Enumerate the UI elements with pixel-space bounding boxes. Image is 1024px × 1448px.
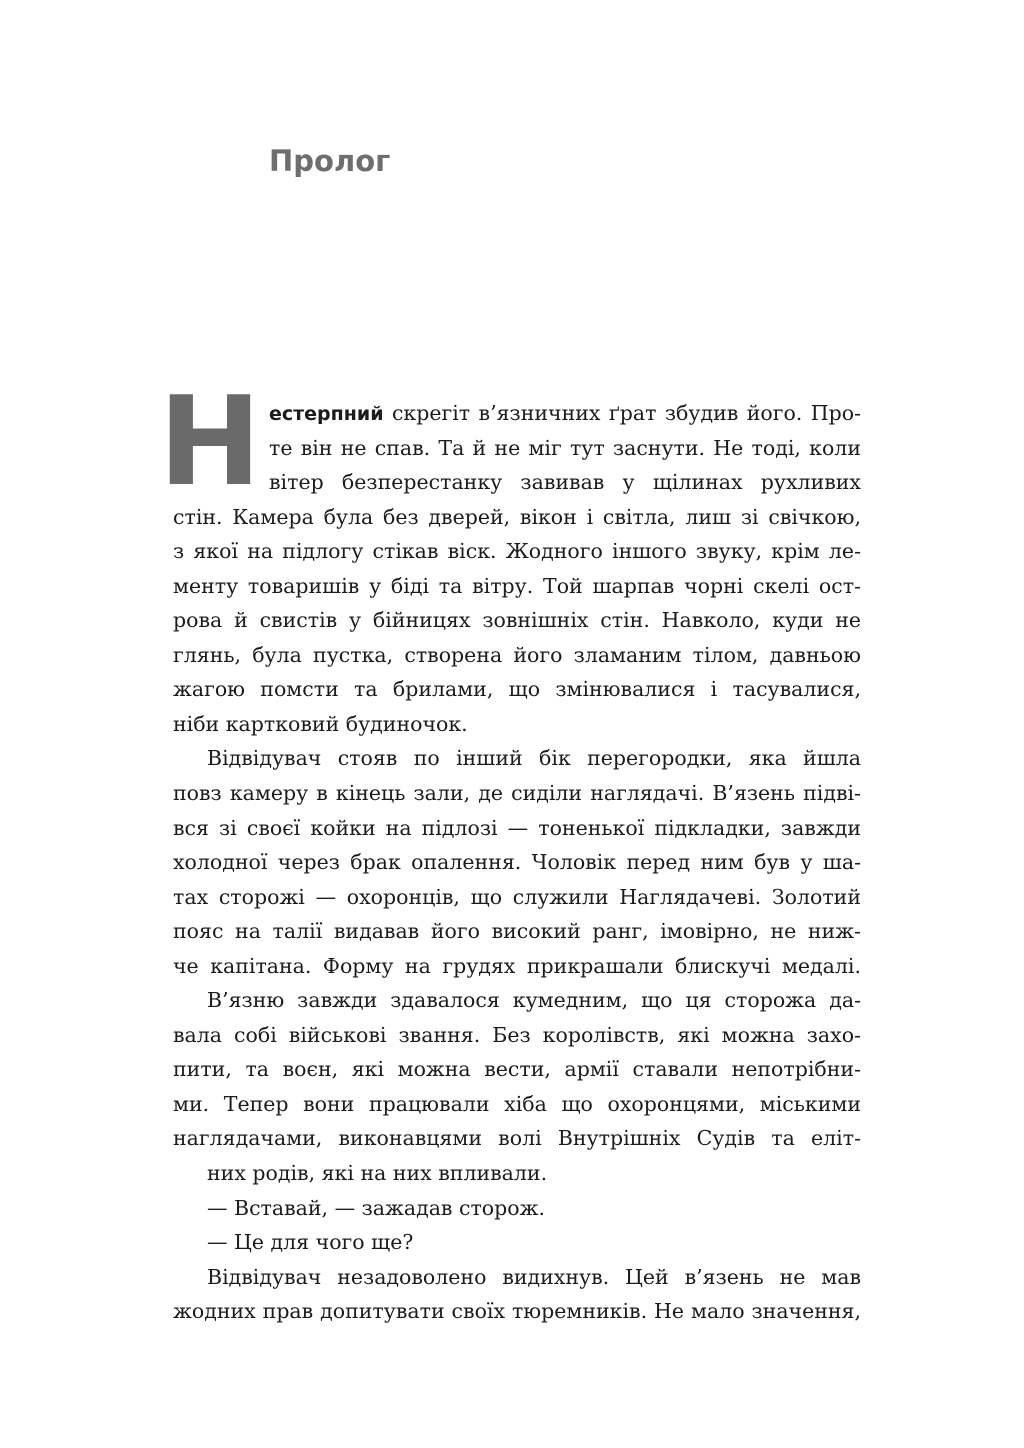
text-line: пити, та воєн, які можна вести, армії ставали непотрібни-: [173, 1057, 861, 1082]
text-line: жагою помсти та брилами, що змінювалися і тасувалися,: [173, 677, 861, 702]
text-line: В’язню завжди здавалося кумедним, що ця сторожа да-: [207, 988, 861, 1013]
text-line: вітер безперестанку завивав у щілинах рухливих: [269, 470, 861, 495]
text-line: ми. Тепер вони працювали хіба що охоронцями, міськими: [173, 1091, 861, 1116]
text-line: стін. Камера була без дверей, вікон і світла, лиш зі свічкою,: [173, 504, 861, 529]
text-line: рова й свистів у бійницях зовнішніх стін. Навколо, куди не: [173, 608, 861, 633]
text-line: глянь, була пустка, створена його зламаним тілом, давньою: [173, 642, 861, 667]
text-line: вся зі своєї койки на підлозі — тоненької підкладки, завжди: [173, 815, 861, 840]
dialogue-line: — Це для чого ще?: [207, 1230, 414, 1255]
text-line: холодної через брак опалення. Чоловік перед ним був у ша-: [173, 850, 861, 875]
drop-cap: Н: [158, 371, 262, 514]
chapter-title: Пролог: [269, 144, 391, 178]
text-line: з якої на підлогу стікав віск. Жодного іншого звуку, крім ле-: [173, 539, 861, 564]
text-line: тах сторожі — охоронців, що служили Наглядачеві. Золотий: [173, 884, 861, 909]
text-line: повз камеру в кінець зали, де сиділи наглядачі. В’язень підві-: [173, 781, 861, 806]
text-line: наглядачами, виконавцями волі Внутрішніх Судів та еліт-: [173, 1126, 861, 1151]
text-line: них родів, які на них впливали.: [207, 1161, 548, 1186]
text-line: че капітана. Форму на грудях прикрашали блискучі медалі.: [173, 953, 861, 978]
text-line: Відвідувач незадоволено видихнув. Цей в’язень не мав: [207, 1264, 861, 1289]
text-line: те він не спав. Та й не міг тут заснути. Не тоді, коли: [269, 435, 861, 460]
text-line: ніби картковий будиночок.: [173, 711, 468, 736]
text-line: Відвідувач стояв по інший бік перегородки, яка йшла: [207, 746, 861, 771]
text-line: вала собі військові звання. Без королівств, які можна захо-: [173, 1022, 861, 1047]
text-line: жодних прав допитувати своїх тюремників. Не мало значення,: [173, 1299, 861, 1324]
body-text: [158, 371, 861, 1329]
text-line: менту товаришів у біді та вітру. Той шарпав чорні скелі ост-: [173, 573, 861, 598]
lead-word: естерпний: [269, 403, 384, 425]
text-line: пояс на талії видавав його високий ранг, імовірно, не ниж-: [173, 919, 861, 944]
text-line: естерпний скрегіт в’язничних ґрат збудив його. Про-: [269, 401, 861, 425]
dialogue-line: — Вставай, — зажадав сторож.: [207, 1195, 545, 1220]
